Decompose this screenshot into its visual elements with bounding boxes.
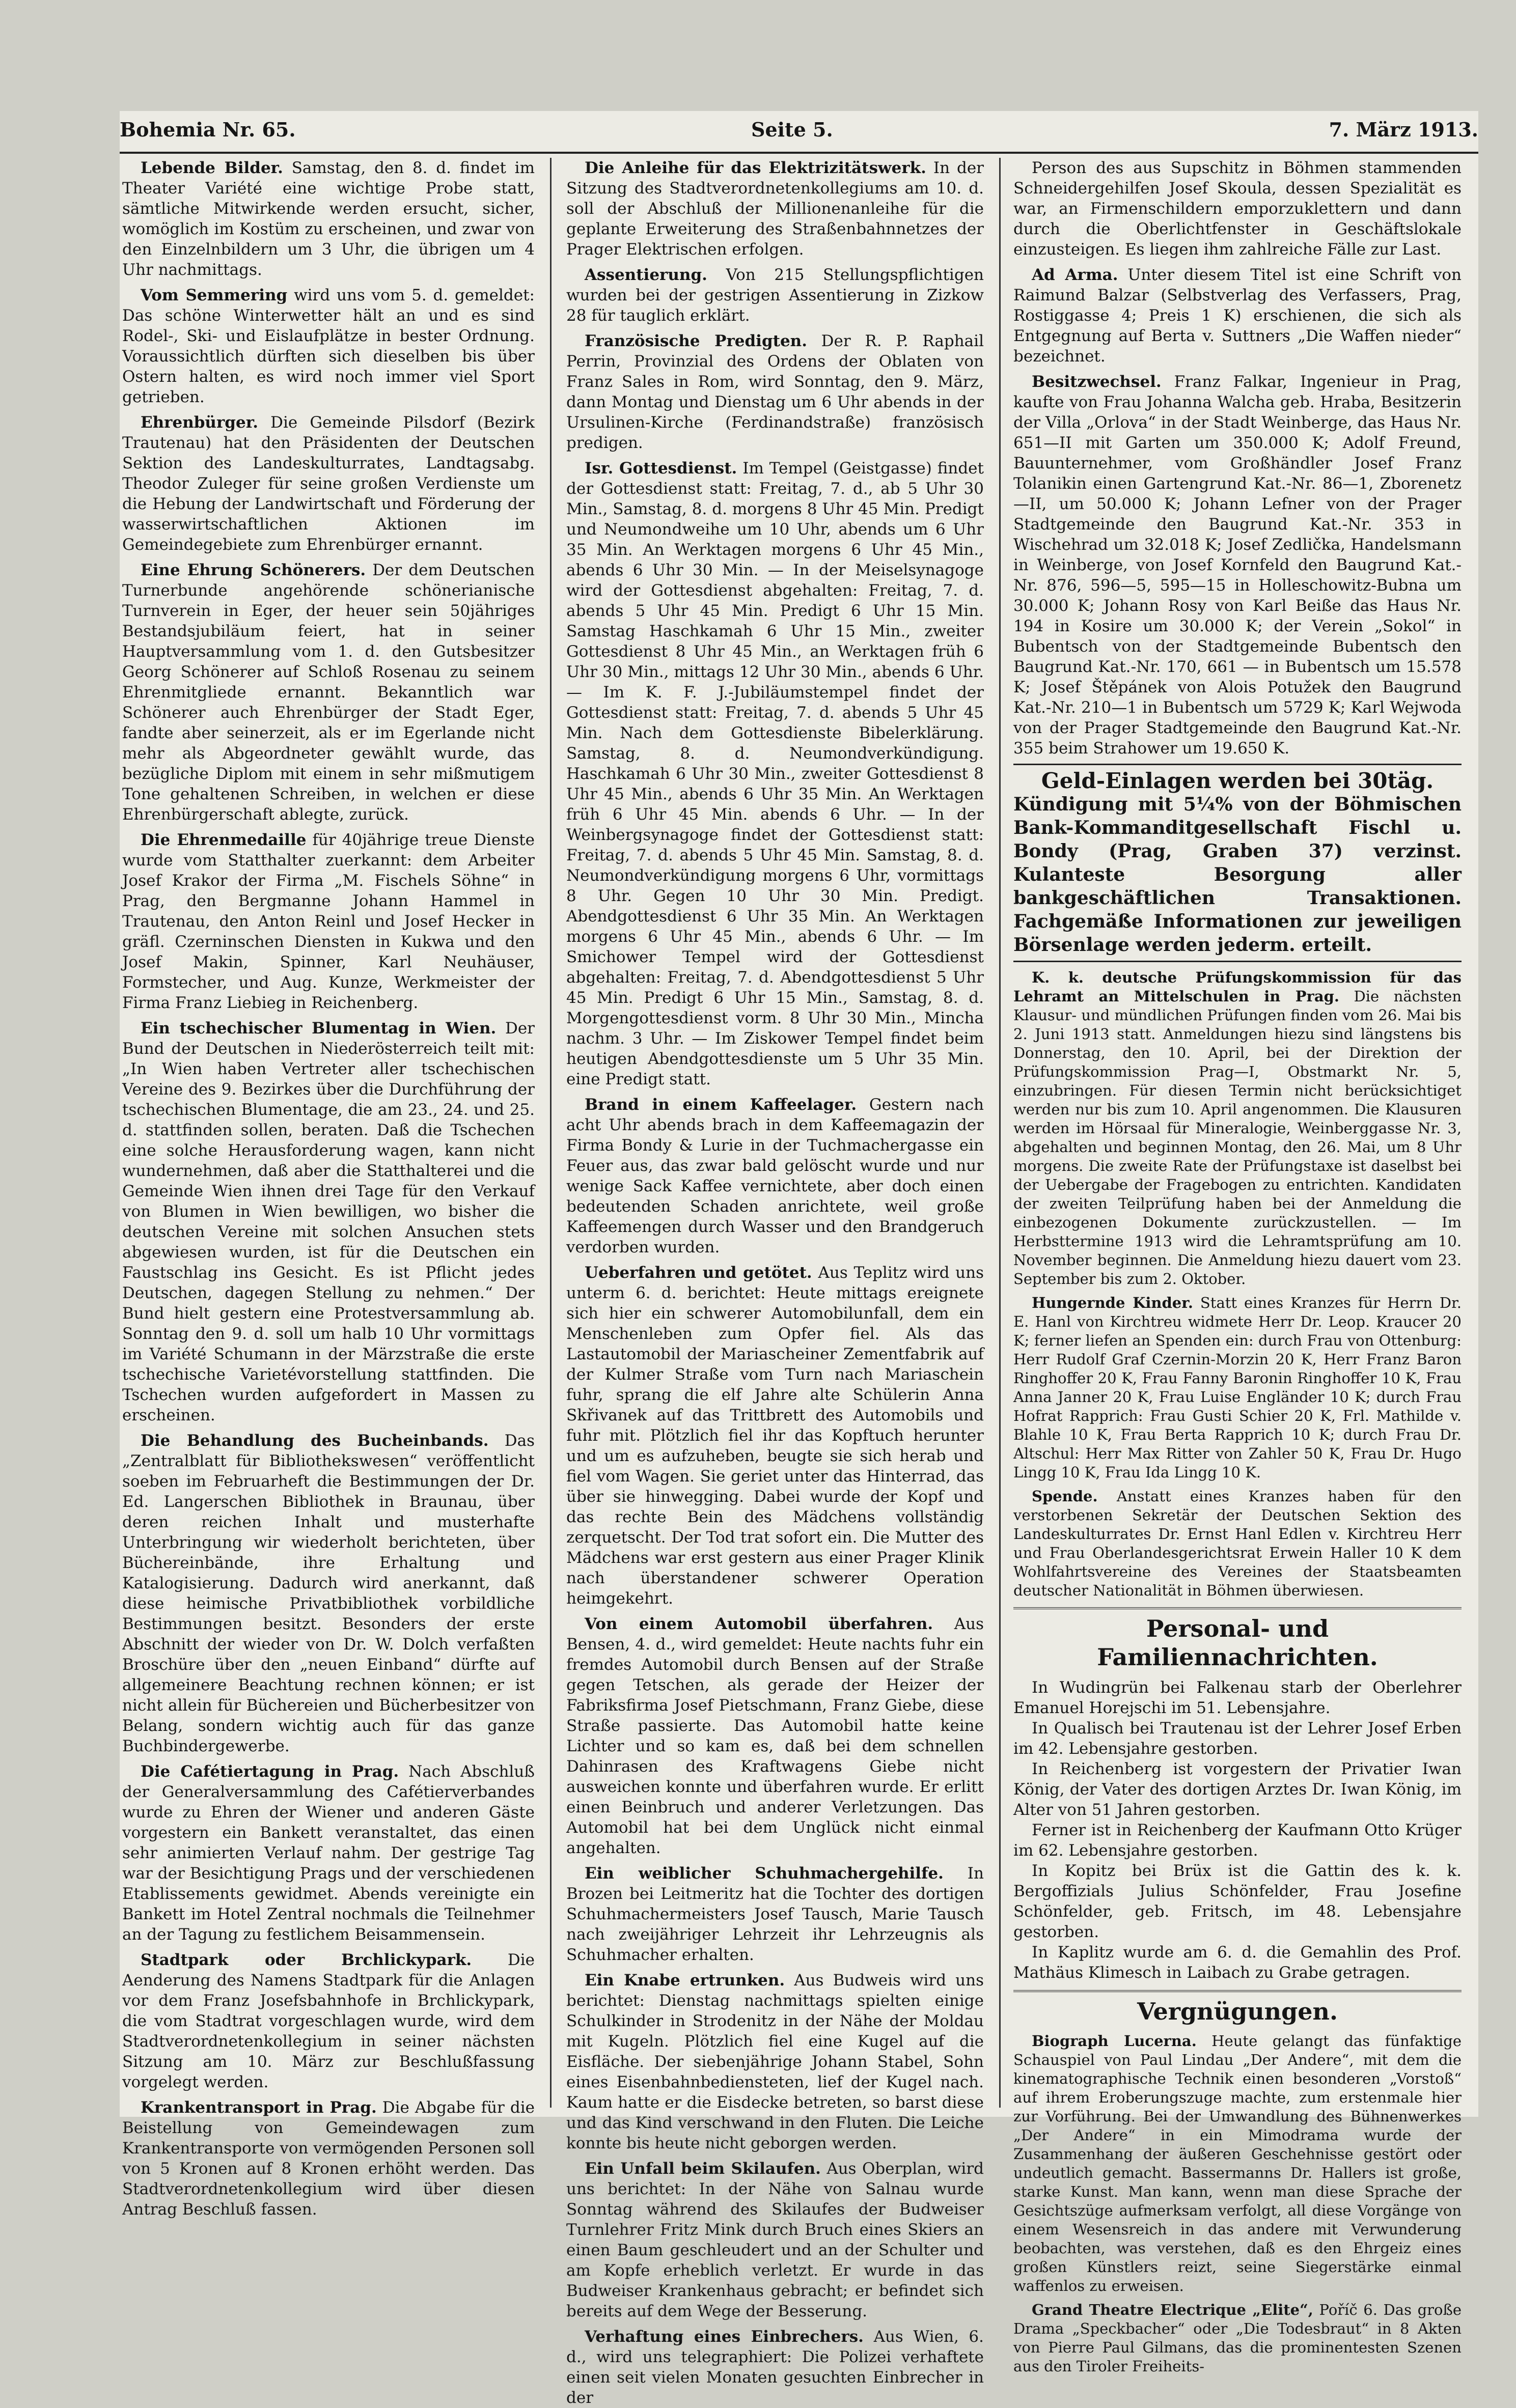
article-headline: Lebende Bilder. [141,159,283,177]
article [566,1263,984,1609]
article-paragraph [566,265,984,326]
article [122,285,535,407]
bank-advertisement [1013,764,1462,962]
personal-notice: Ferner ist in Reichenberg der Kaufmann Otto Krüger im 62. Lebensjahre gestorben. [1013,1821,1462,1860]
article-text: In Brozen bei Leitmeritz hat die Tochter des dortigen Schuhmachermeisters Josef Tausch, Marie Tausch nach zweijähriger Lehrzeit ihr Lehrzeugnis als Schuhmacher erhalten. [566,1864,984,1964]
header-date: 7. März 1913. [1329,118,1478,141]
page-header [120,118,1478,148]
article-headline: Hungernde Kinder. [1032,1294,1193,1311]
article-text: Aus Bensen, 4. d., wird gemeldet: Heute nachts fuhr ein fremdes Automobil durch Bensen auf der Straße gegen Tetschen, als gerade der Heizer der Fabriksfirma Josef Pietschmann, Franz Giebe, diese Straße passierte. Das Automobil hatte keine Lichter und so kam es, daß bei dem schnellen Dahinrasen des Kraftwagens Giebe nicht ausweichen konnte und überfahren wurde. Er erlitt einen Beinbruch und anderer Verletzungen. Das Automobil hat bei dem Unglück nicht einmal angehalten. [566,1615,984,1857]
article-text: Nach Abschluß der Generalversammlung des Cafétierverbandes wurde zu Ehren der Wiener und anderen Gäste vorgestern ein Bankett veranstaltet, das einen sehr animierten Verlauf nahm. Der gestrige Tag war der Besichtigung Prags und der verschiedenen Etablissements gewidmet. Abends vereinigte ein Bankett im Hotel Zentral nochmals die Teilnehmer an der Tagung zu festlichem Beisammensein. [122,1762,535,1944]
article-headline: Stadtpark oder Brchlickypark. [141,1951,472,1969]
article-headline: Grand Theatre Electrique „Elite“, [1032,2301,1313,2318]
article-headline: Besitzwechsel. [1032,373,1162,391]
article [566,1614,984,1858]
article [1013,1487,1462,1600]
article-headline: Ehrenbürger. [141,413,258,432]
column-1 [122,158,535,2219]
article [566,331,984,453]
article-text: Die Aenderung des Namens Stadtpark für die Anlagen vor dem Franz Josefsbahnhofe in Brchlickypark, die vom Stadtrat vorgeschlagen wurde, wird dem Stadtverordnetenkollegium in seiner nächsten Sitzung am 10. März zur Beschlußfassung vorgelegt werden. [122,1951,535,2091]
article [566,265,984,326]
article-text: Poříč 6. Das große Drama „Speckbacher“ oder „Die Todesbraut“ in 8 Akten von Pierre Paul Gilmans, das die prominentesten Szenen aus den Tiroler Freiheits- [1013,2301,1462,2375]
article-paragraph [122,1431,535,1756]
article-paragraph [566,1970,984,2153]
article-text: Franz Falkar, Ingenieur in Prag, kaufte von Frau Johanna Walcha geb. Hraba, Besitzerin der Villa „Orlova“ in der Stadt Weinberge, das Haus Nr. 651—II mit Garten um 350.000 K; Adolf Freund, Bauunternehmer, vom Großhändler Josef Franz Tolanikin einen Gartengrund Kat.-Nr. 86—1, Zborenetz—II, um 50.000 K; Johann Lefner von der Prager Stadtgemeinde den Baugrund Kat.-Nr. 353 in Wischehrad um 32.018 K; Josef Zedlička, Handelsmann in Weinberge, von Josef Kornfeld den Baugrund Kat.-Nr. 876, 596—5, 595—15 in Holleschowitz-Bubna um 30.000 K; Johann Rosy von Karl Beiße das Haus Nr. 194 in Kosire um 30.000 K; der Verein „Sokol“ in Bubentsch von der Stadtgemeinde Bubentsch den Baugrund Kat.-Nr. 170, 661 — in Bubentsch um 15.578 K; Josef Štěpánek von Alois Potužek den Baugrund Kat.-Nr. 210—1 in Bubentsch um 5729 K; Karl Wejwoda von der Prager Stadtgemeinde den Baugrund Kat.-Nr. 355 beim Strahower um 19.650 K. [1013,373,1462,758]
article-text: Aus Teplitz wird uns unterm 6. d. berichtet: Heute mittags ereignete sich hier ein schwerer Automobilunfall, dem ein Menschenleben zum Opfer fiel. Als das Lastautomobil der Mariascheiner Zementfabrik auf der Kulmer Straße vom Turn nach Mariaschein fuhr, sprang die elf Jahre alte Schülerin Anna Skřivanek auf das Trittbrett des Automobils und fuhr mit. Plötzlich fiel ihr das Kopftuch herunter und um es aufzuheben, beugte sie sich herab und fiel vom Wagen. Sie geriet unter das Hinterrad, das über sie hinwegging. Dabei wurde der Kopf und das rechte Bein des Mädchens vollständig zerquetscht. Der Tod trat sofort ein. Die Mutter des Mädchens war erst gestern aus einer Prager Klinik nach überstandener schwerer Operation heimgekehrt. [566,1264,984,1608]
article-headline: Ad Arma. [1032,266,1118,284]
article-headline: Biograph Lucerna. [1032,2032,1197,2050]
article [1013,158,1462,260]
article-paragraph [1013,265,1462,367]
article [122,158,535,280]
personal-notice: In Kaplitz wurde am 6. d. die Gemahlin des Prof. Mathäus Klimesch in Laibach zu Grabe getragen. [1013,1943,1462,1982]
article-headline: Die Cafétiertagung in Prag. [141,1762,399,1781]
article-paragraph [122,2097,535,2220]
article-text: Samstag, den 8. d. findet im Theater Variété eine wichtige Probe statt, sämtliche Mitwirkende werden ersucht, sicher, womöglich im Kostüm zu erscheinen, und zwar von den Einzelnbildern um 3 Uhr, die übrigen um 4 Uhr nachmittags. [122,159,535,279]
article-text: Der Bund der Deutschen in Niederösterreich teilt mit: „In Wien haben Vertreter aller tschechischen Vereine des 9. Bezirkes über die Durchführung der tschechischen Blumentage, die am 23., 24. und 25. d. stattfinden sollen, beraten. Daß die Tschechen eine solche Herausforderung wagen, kann nicht wundernehmen, daß aber die Statthalterei und die Gemeinde Wien ihnen drei Tage für den Verkauf von Blumen in Wien bewilligen, wo bisher die deutschen Vereine mit solchen Ansuchen stets abgewiesen wurden, ist für die Deutschen ein Faustschlag ins Gesicht. Es ist Pflicht jedes Deutschen, dagegen Stellung zu nehmen.“ Der Bund hielt gestern eine Protestversammlung ab. Sonntag den 9. d. soll um halb 10 Uhr vormittags im Variété Schumann in der Märzstraße die erste tschechische Varietévorstellung stattfinden. Die Tschechen wurden aufgefordert in Massen zu erscheinen. [122,1019,535,1424]
article-paragraph [566,1863,984,1965]
article [122,1431,535,1756]
article-text: Von 215 Stellungspflichtigen wurden bei der gestrigen Assentierung in Zizkow 28 für tauglich erklärt. [566,266,984,325]
article-text: Statt eines Kranzes für Herrn Dr. E. Hanl von Kirchtreu widmete Herr Dr. Leop. Kraucer 20 K; ferner liefen an Spenden ein: durch Frau von Ottenburg: Herr Rudolf Graf Czernin-Morzin 20 K, Herr Franz Baron Ringhoffer 20 K, Frau Fanny Baronin Ringhoffer 10 K, Frau Anna Janner 20 K, Frau Luise Engländer 10 K; durch Frau Hofrat Rapprich: Frau Gusti Schier 20 K, Frl. Mathilde v. Blahle 10 K, Frau Berta Rapprich 10 K; durch Frau Dr. Altschul: Herr Max Ritter von Zahler 50 K, Frau Dr. Hugo Lingg 10 K, Frau Ida Lingg 10 K. [1013,1294,1462,1481]
article-text: wird uns vom 5. d. gemeldet: Das schöne Winterwetter hält an und es sind Rodel-, Ski- und Eislaufplätze in bester Ordnung. Voraussichtlich dürften sich dieselben bis über Ostern halten, es wird noch immer viel Sport getrieben. [122,286,535,406]
article [122,412,535,555]
column-rule [999,158,1001,2108]
personal-notice: In Wudingrün bei Falkenau starb der Oberlehrer Emanuel Horejschi im 51. Lebensjahre. [1013,1678,1462,1717]
article-headline: Die Anleihe für das Elektrizitätswerk. [585,159,926,177]
article-paragraph [566,2327,984,2408]
article-headline: Verhaftung eines Einbrechers. [585,2328,864,2346]
header-page-number: Seite 5. [751,118,833,141]
article [1013,2301,1462,2376]
header-rule [120,152,1478,154]
article-headline: Spende. [1032,1488,1098,1505]
article [1013,265,1462,367]
section-heading-personal: Personal- und Familiennachrichten. [1013,1607,1462,1671]
article-headline: Die Behandlung des Bucheinbands. [141,1432,489,1450]
column-rule [550,158,552,2108]
article-text: Die nächsten Klausur- und mündlichen Prüfungen finden vom 26. Mai bis 2. Juni 1913 statt. Anmeldungen hiezu sind längstens bis Donnerstag, den 10. April, bei der Direktion der Prüfungskommission Prag—I, Obstmarkt Nr. 5, einzubringen. Für diesen Termin nicht berücksichtiget werden nur bis zum 10. April angenommen. Die Klausuren werden im Hörsaal für Mineralogie, Weinberggasse Nr. 3, abgehalten und beginnen Montag, den 26. Mai, um 8 Uhr morgens. Die zweite Rate der Prüfungstaxe ist daselbst bei der Uebergabe der Fragebogen zu entrichten. Kandidaten der zweiten Teilprüfung haben bei der Anmeldung die einbezogenen Dokumente zurückzustellen. — Im Herbsttermine 1913 wird die Lehramtsprüfung am 10. November beginnen. Die Anmeldung hiezu dauert vom 23. September bis zum 2. Oktober. [1013,988,1462,1287]
article [122,1950,535,2092]
article-text: Der dem Deutschen Turnerbunde angehörende schönerianische Turnverein in Eger, der heuer sein 50jähriges Bestandsjubiläum feiert, hat in seiner Hauptversammlung vom 1. d. den Gutsbesitzer Georg Schönerer auf Schloß Rosenau zu seinem Ehrenmitgliede ernannt. Bekanntlich war Schönerer auch Ehrenbürger der Stadt Eger, fandte aber seinerzeit, als er im Egerlande nicht mehr als Abgeordneter gewählt wurde, das bezügliche Diplom mit einem in sehr mißmutigem Tone gehaltenen Schreiben, in welchen er diese Ehrenbürgerschaft ablegte, zurück. [122,561,535,824]
section-heading-entertainment: Vergnügungen. [1013,1990,1462,2026]
article-paragraph [566,458,984,1089]
article-text: Gestern nach acht Uhr abends brach in dem Kaffeemagazin der Firma Bondy & Lurie in der Tuchmachergasse ein Feuer aus, das zwar bald gelöscht wurde und nur wenige Sack Kaffee vernichtete, aber doch einen bedeutenden Schaden anrichtete, weil große Kaffeemengen durch Wasser und den Brandgeruch verdorben wurden. [566,1096,984,1256]
article-paragraph [122,1950,535,2092]
article [1013,2032,1462,2295]
article [566,158,984,260]
article-headline: Krankentransport in Prag. [141,2098,377,2117]
article-text: Heute gelangt das fünfaktige Schauspiel von Paul Lindau „Der Andere“, mit dem die kinematographische Technik einen besonderen „Vorstoß“ auf ihrem Eroberungszuge machte, zum erstenmale hier zur Vorführung. Bei der Umwandlung des Bühnenwerkes „Der Andere“ in ein Mimodrama wurde der Zusammenhang der äußeren Geschehnisse gestört oder undeutlich gemacht. Bassermanns Dr. Hallers ist große, starke Kunst. Man kann, wenn man diese Sprache der Gesichtszüge aufmerksam verfolgt, all diese Vorgänge von einem Wesensreich in das andere mit Verwunderung beobachten, was verstehen, daß es den Ehrgeiz eines großen Künstlers reizt, seine Siegerstärke einmal waffenlos zu erweisen. [1013,2032,1462,2294]
personal-notice: In Qualisch bei Trautenau ist der Lehrer Josef Erben im 42. Lebensjahre gestorben. [1013,1719,1462,1758]
article [1013,1294,1462,1482]
article-headline: Isr. Gottesdienst. [585,459,737,478]
article [566,1095,984,1257]
article [1013,968,1462,1289]
article-paragraph [122,285,535,407]
article-paragraph [122,830,535,1013]
article-text: Anstatt eines Kranzes haben für den verstorbenen Sekretär der Deutschen Sektion des Landeskulturrates Dr. Ernst Hanl Edlen v. Kirchtreu Herr und Frau Oberlandesgerichtsrat Erwein Haller 10 K dem Wohlfahrtsvereine des Vereines der Staatsbeamten deutscher Nationalität in Böhmen überwiesen. [1013,1488,1462,1599]
article-headline: Von einem Automobil überfahren. [585,1615,933,1633]
article-text: Die Gemeinde Pilsdorf (Bezirk Trautenau) hat den Präsidenten der Deutschen Sektion des Landeskulturrates, Landtagsabg. Theodor Zuleger für seine großen Verdienste um die Hebung der Landwirtschaft und Förderung der wasserwirtschaftlichen Aktionen im Gemeindegebiete zum Ehrenbürger ernannt. [122,413,535,554]
article-paragraph [566,1095,984,1257]
article-paragraph [122,1761,535,1945]
article-text: Im Tempel (Geistgasse) findet der Gottesdienst statt: Freitag, 7. d., ab 5 Uhr 30 Min., Samstag, 8. d. morgens 8 Uhr 45 Min. Predigt und Neumondweihe um 10 Uhr, abends um 6 Uhr 35 Min. An Werktagen morgens 6 Uhr 45 Min., abends 6 Uhr 30 Min. — In der Meiselsynagoge wird der Gottesdienst abgehalten: Freitag, 7. d. abends 5 Uhr 45 Min. Predigt 6 Uhr 15 Min. Samstag Haschkamah 6 Uhr 15 Min., zweiter Gottesdienst 8 Uhr 45 Min., an Werktagen früh 6 Uhr 30 Min., mittags 12 Uhr 30 Min., abends 6 Uhr. — Im K. F. J.-Jubiläumstempel findet der Gottesdienst statt: Freitag, 7. d. abends 5 Uhr 45 Min. Nach dem Gottesdienste Bibelerklärung. Samstag, 8. d. Neumondverkündigung. Haschkamah 6 Uhr 30 Min., zweiter Gottesdienst 8 Uhr 45 Min., abends 6 Uhr 35 Min. An Werktagen früh 6 Uhr 45 Min. abends 6 Uhr. — In der Weinbergsynagoge findet der Gottesdienst statt: Freitag, 7. d. abends 5 Uhr 45 Min. Samstag, 8. d. Neumondverkündigung morgens 6 Uhr, vormittags 8 Uhr. Gegen 10 Uhr 30 Min. Predigt. Abendgottesdienst 6 Uhr 35 Min. An Werktagen morgens 6 Uhr 45 Min., abends 6 Uhr. — Im Smichower Tempel wird der Gottesdienst abgehalten: Freitag, 7. d. Abendgottesdienst 5 Uhr 45 Min. Predigt 6 Uhr 15 Min., Samstag, 8. d. Morgengottesdienst vorm. 8 Uhr 30 Min., Mincha nachm. 3 Uhr. — Im Ziskower Tempel findet beim heutigen Abendgottesdienste um 5 Uhr 35 Min. eine Predigt statt. [566,459,984,1088]
article-paragraph [566,331,984,453]
article-text: Person des aus Supschitz in Böhmen stammenden Schneidergehilfen Josef Skoula, dessen Spezialität es war, an Firmenschildern emporzuklettern und dann durch die Oberlichtfenster in Geschäftslokale einzusteigen. Es liegen ihm zahlreiche Fälle zur Last. [1013,159,1462,259]
article-headline: Die Ehrenmedaille [141,831,307,849]
article [122,2097,535,2220]
article-headline: Französische Predigten. [585,332,807,350]
article [566,2327,984,2408]
article-headline: Ein weiblicher Schuhmachergehilfe. [585,1864,944,1883]
article-headline: Ein tschechischer Blumentag in Wien. [141,1019,497,1038]
personal-notice: In Reichenberg ist vorgestern der Privatier Iwan König, der Vater des dortigen Arztes Dr. Iwan König, im Alter von 51 Jahren gestorben. [1013,1760,1462,1819]
article-headline: Vom Semmering [141,286,288,304]
article-paragraph [1013,2032,1462,2295]
article-paragraph [566,2159,984,2321]
article-text: In der Sitzung des Stadtverordnetenkollegiums am 10. d. soll der Abschluß der Millionenanleihe für die geplante Erweiterung des Straßenbahnnetzes der Prager Elektrischen erfolgen. [566,159,984,259]
article-text: Die Abgabe für die Beistellung von Gemeindewagen zum Krankentransporte von vermögenden Personen soll von 5 Kronen auf 8 Kronen erhöht werden. Das Stadtverordnetenkollegium wird über diesen Antrag Beschluß fassen. [122,2098,535,2219]
article-text: Aus Wien, 6. d., wird uns telegraphiert: Die Polizei verhaftete einen seit vielen Monaten gesuchten Einbrecher in der [566,2328,984,2407]
article-headline: Assentierung. [585,266,707,284]
article-headline: K. k. deutsche Prüfungskommission für das Lehramt an Mittelschulen in Prag. [1013,969,1462,1005]
header-issue: Bohemia Nr. 65. [120,118,296,141]
article-paragraph [1013,1294,1462,1482]
article-text: Unter diesem Titel ist eine Schrift von Raimund Balzar (Selbstverlag des Verfassers, Prag, Rostiggasse 4; Preis 1 K) erschienen, die sich als Entgegnung auf Berta v. Suttners „Die Waffen nieder“ bezeichnet. [1013,266,1462,366]
article [566,1970,984,2153]
article-headline: Ein Knabe ertrunken. [585,1971,785,1990]
article-headline: Brand in einem Kaffeelager. [585,1096,857,1114]
article [566,2159,984,2321]
article-text: Aus Oberplan, wird uns berichtet: In der Nähe von Salnau wurde Sonntag während des Skilaufes der Budweiser Turnlehrer Fritz Mink durch Bruch eines Skiers an einen Baum geschleudert und an der Schulter und am Kopfe erheblich verletzt. Er wurde in das Budweiser Krankenhaus gebracht; er befindet sich bereits auf dem Wege der Besserung. [566,2160,984,2320]
article-paragraph [122,560,535,825]
article-paragraph [1013,968,1462,1289]
personal-notice: In Kopitz bei Brüx ist die Gattin des k. k. Bergoffizials Julius Schönfelder, Frau Josefine Schönfelder, geb. Fritsch, im 48. Lebensjahre gestorben. [1013,1862,1462,1941]
article [122,1761,535,1945]
article-headline: Ueberfahren und getötet. [585,1264,812,1282]
article-paragraph [1013,1487,1462,1600]
column-2 [566,158,984,2407]
article [122,560,535,825]
article-paragraph [122,1018,535,1425]
article [566,1863,984,1965]
article-paragraph [122,158,535,280]
article-paragraph [566,1614,984,1858]
article-text: Das „Zentralblatt für Bibliothekswesen“ veröffentlicht soeben im Februarheft die Bestimmungen der Dr. Ed. Langerschen Bibliothek in Braunau, über deren reichen Inhalt und musterhafte Unterbringung wir wiederholt berichteten, über Büchereinbände, ihre Erhaltung und Katalogisierung. Dadurch wird anerkannt, daß diese heimische Privatbibliothek vorbildliche Bestimmungen besitzt. Besonders der erste Abschnitt der wieder von Dr. W. Dolch verfaßten Broschüre über den „neuen Einband“ dürfte auf allgemeinere Beachtung rechnen können; er ist nicht allein für Büchereien und Bücherbesitzer von Belang, sondern wichtig auch für das ganze Buchbindergewerbe. [122,1432,535,1755]
article-paragraph [1013,372,1462,759]
article-paragraph [122,412,535,555]
article [1013,372,1462,759]
article-paragraph [566,158,984,260]
ad-title: Geld-Einlagen werden bei 30täg. [1041,768,1434,793]
article-text: für 40jährige treue Dienste wurde vom Statthalter zuerkannt: dem Arbeiter Josef Krakor der Firma „M. Fischels Söhne“ in Prag, den Bergmanne Johann Hammel in Trautenau, den Anton Reinl und Josef Hecker in gräfl. Czerninschen Diensten in Kukwa und den Josef Makin, Spinner, Karl Neuhäuser, Formstecher, und Aug. Kunze, Werkmeister der Firma Franz Liebieg in Reichenberg. [122,831,535,1012]
article-text: Der R. P. Raphail Perrin, Provinzial des Ordens der Oblaten von Franz Sales in Rom, wird Sonntag, den 9. März, dann Montag und Dienstag um 6 Uhr abends in der Ursulinen-Kirche (Ferdinandstraße) französisch predigen. [566,332,984,452]
article-paragraph [1013,158,1462,260]
article-paragraph [1013,2301,1462,2376]
ad-body: Kündigung mit 5¼% von der Böhmischen Bank-Kommanditgesellschaft Fischl u. Bondy (Prag, Graben 37) verzinst. Kulanteste Besorgung aller bankgeschäftlichen Transaktionen. Fachgemäße Informationen zur jeweiligen Börsenlage werden jederm. erteilt. [1013,794,1462,956]
article-text: Aus Budweis wird uns berichtet: Dienstag nachmittags spielten einige Schulkinder in Strodenitz in der Nähe der Moldau mit Kugeln. Plötzlich fiel eine Kugel auf die Eisfläche. Der siebenjährige Johann Stabel, Sohn eines Eisenbahnbediensteten, lief der Kugel nach. Kaum hatte er die Eisdecke betreten, so barst diese und das Kind verschwand in den Fluten. Die Leiche konnte bis heute nicht geborgen werden. [566,1971,984,2152]
article [566,458,984,1089]
article-paragraph [566,1263,984,1609]
article [122,830,535,1013]
column-3 [1013,158,1462,2375]
article-headline: Eine Ehrung Schönerers. [141,561,366,579]
article [122,1018,535,1425]
article-headline: Ein Unfall beim Skilaufen. [585,2160,821,2178]
